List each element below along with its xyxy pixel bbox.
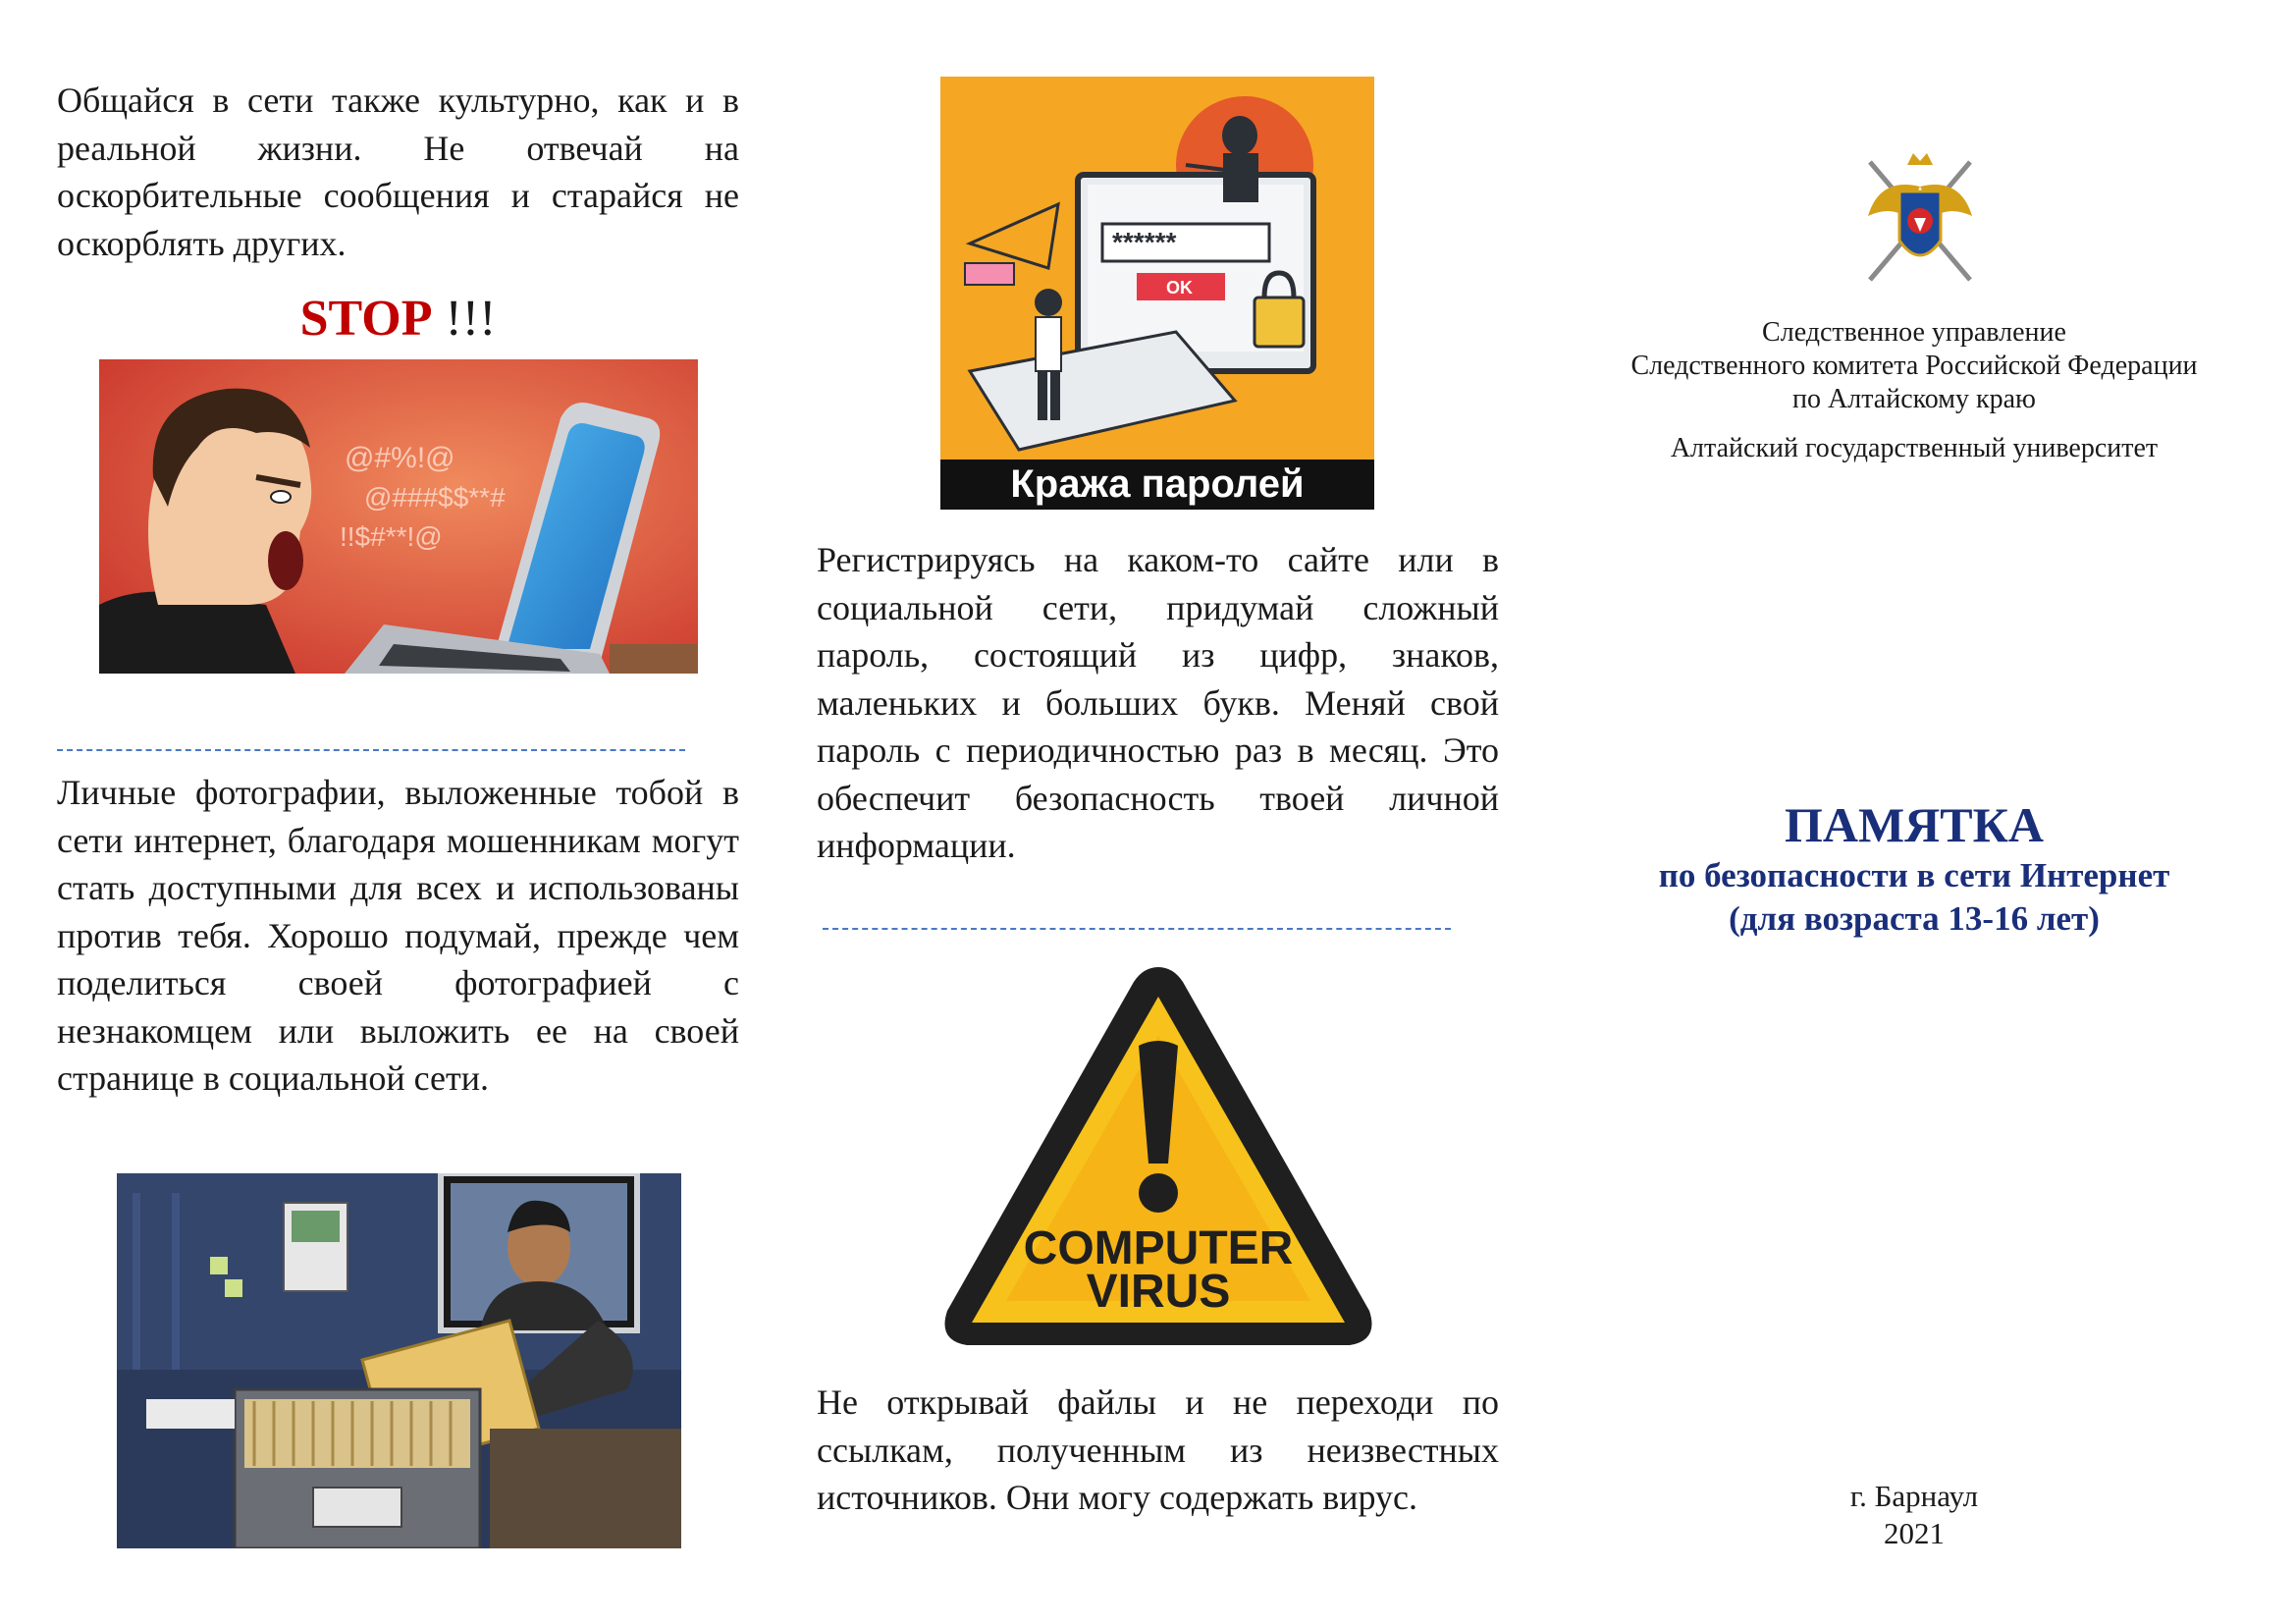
section-divider bbox=[57, 749, 685, 751]
organization-line-2: Следственного комитета Российской Федерации bbox=[1630, 351, 2198, 381]
ok-button-graphic: OK bbox=[1166, 278, 1193, 298]
angry-user-illustration bbox=[99, 359, 698, 674]
stop-exclamation: !!! bbox=[432, 291, 497, 347]
virus-text-line2: VIRUS bbox=[1086, 1266, 1231, 1318]
safety-tip-unknown-links: Не открывай файлы и не переходи по ссылкам, полученным из неизвестных источников. Они могу содержать вирус. bbox=[817, 1382, 1499, 1517]
publication-city: г. Барнаул bbox=[1849, 1479, 1979, 1513]
stop-heading bbox=[57, 290, 739, 349]
virus-text-line1: COMPUTER bbox=[1023, 1222, 1294, 1274]
investigative-committee-emblem bbox=[1860, 147, 1980, 290]
password-field-text: ****** bbox=[1112, 227, 1177, 257]
safety-tip-polite-communication: Общайся в сети также культурно, как и в реальной жизни. Не отвечай на оскорбительные сообщения и старайся не оскорблять других. bbox=[57, 81, 739, 263]
organization-line-1: Следственное управление bbox=[1762, 317, 2066, 348]
subtitle-line-2: (для возраста 13-16 лет) bbox=[1729, 899, 2100, 938]
computer-virus-warning-sign bbox=[937, 957, 1379, 1360]
password-theft-caption: Кража паролей bbox=[1010, 462, 1305, 506]
safety-tip-strong-password: Регистрируясь на каком-то сайте или в социальной сети, придумай сложный пароль, состоящий из цифр, знаков, маленьких и больших букв. Меняй свой пароль с периодичностью раз в месяц. Это обеспечит безопасность твоей личной информации. bbox=[817, 540, 1499, 865]
page-title: ПАМЯТКА bbox=[1784, 797, 2044, 852]
svg-text:!!$#**!@: !!$#**!@ bbox=[340, 521, 443, 552]
university-name: Алтайский государственный университет bbox=[1670, 433, 2159, 463]
organization-line-3: по Алтайскому краю bbox=[1792, 384, 2036, 414]
data-thief-illustration bbox=[117, 1173, 681, 1548]
safety-tip-personal-photos: Личные фотографии, выложенные тобой в сети интернет, благодаря мошенникам могут стать доступными для всех и использованы против тебя. Хорошо подумай, прежде чем поделиться своей фотографией с незнакомцем или выложить ее на своей странице в социальной сети. bbox=[57, 773, 739, 1098]
password-theft-illustration bbox=[940, 77, 1374, 510]
svg-text:@###$$**#: @###$$**# bbox=[364, 482, 506, 513]
swear-text: @#%!@ bbox=[345, 442, 455, 474]
subtitle-line-1: по безопасности в сети Интернет bbox=[1658, 856, 2170, 894]
section-divider-2 bbox=[823, 928, 1451, 930]
stop-word: STOP bbox=[299, 291, 433, 347]
publication-year: 2021 bbox=[1884, 1516, 1945, 1550]
